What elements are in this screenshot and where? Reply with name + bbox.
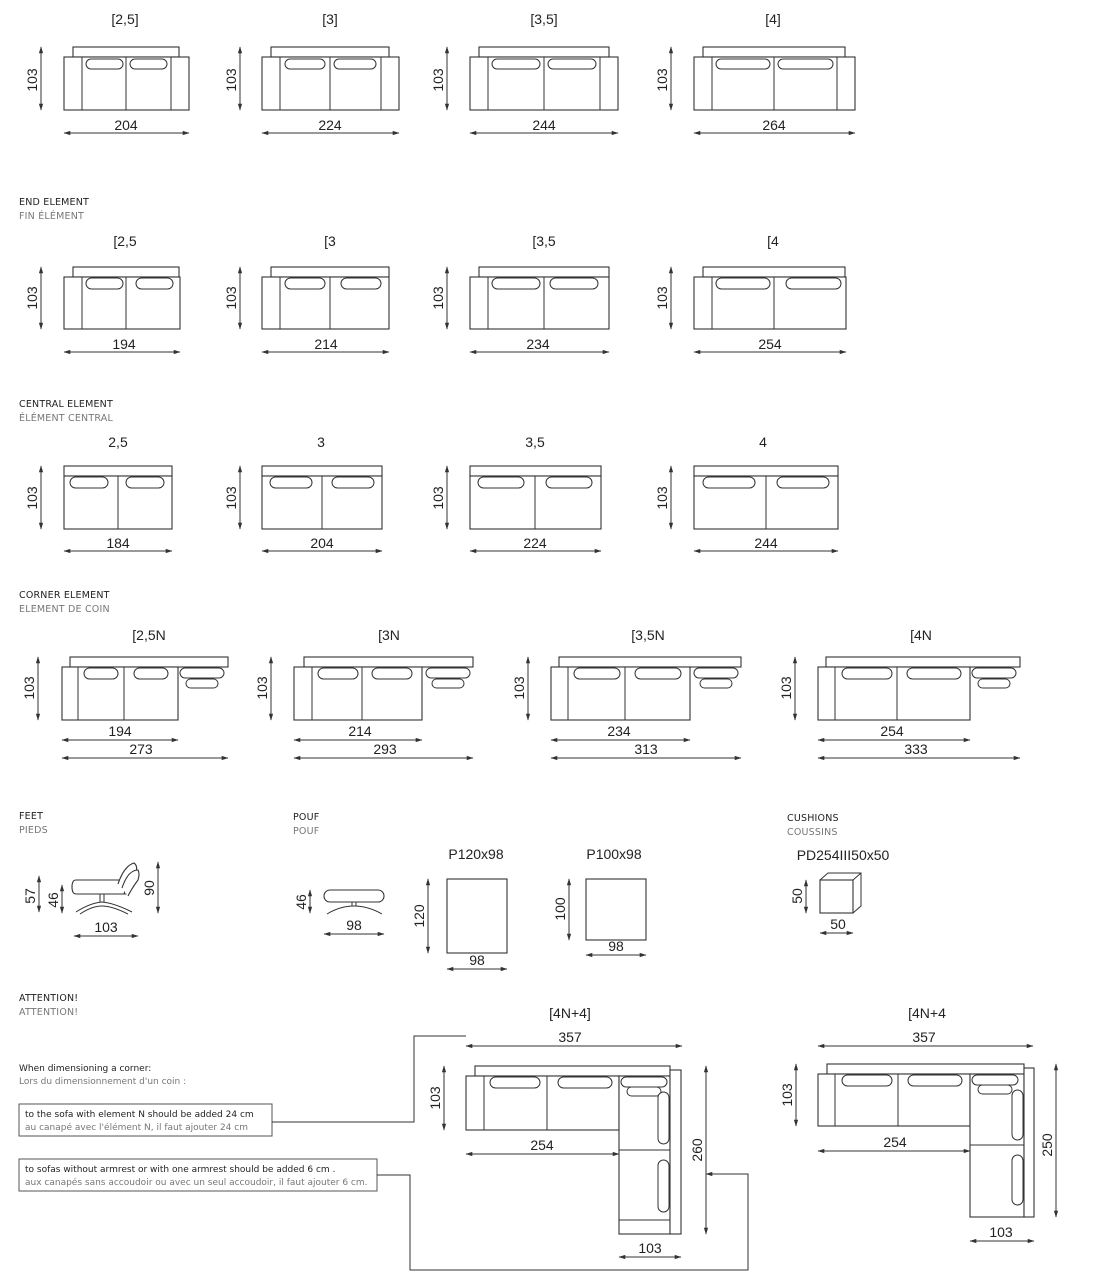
section-title: CUSHIONS	[787, 813, 839, 824]
depth-dim: 103	[223, 68, 239, 92]
depth-dim: 103	[654, 486, 670, 510]
bottom-width-dim: 103	[638, 1240, 662, 1256]
bottom-width-dim: 103	[989, 1224, 1013, 1240]
pouf-depth-dim: 98	[346, 917, 362, 933]
width-dim: 50	[830, 916, 846, 932]
corner-4n	[778, 627, 1020, 758]
model-label: [2,5	[113, 233, 137, 249]
row1-sofa-group	[24, 11, 855, 133]
width-dim: 194	[108, 723, 132, 739]
sofa-2-5	[24, 11, 189, 133]
model-label: [3,5N	[631, 627, 665, 643]
armchair-side-view	[72, 863, 139, 914]
corner-element-section	[19, 590, 1020, 758]
depth-dim: 103	[654, 286, 670, 310]
total-width-dim: 313	[634, 741, 658, 757]
section-subtitle: ELEMENT DE COIN	[19, 604, 110, 615]
width-dim: 98	[608, 938, 624, 954]
depth-dim: 103	[779, 1083, 795, 1107]
pouf-p120x98	[411, 846, 507, 969]
depth-dim: 103	[654, 68, 670, 92]
corner-2-5n	[21, 627, 228, 758]
section-title: CENTRAL ELEMENT	[19, 399, 113, 410]
height-dim: 120	[411, 904, 427, 928]
width-dim: 224	[523, 535, 547, 551]
depth-dim: 103	[24, 68, 40, 92]
corner-sofa-b	[779, 1005, 1056, 1241]
seat-total-height-dim: 57	[22, 888, 38, 904]
model-label: 4	[759, 434, 767, 450]
model-label: [4N+4]	[549, 1005, 591, 1021]
section-title: POUF	[293, 812, 320, 823]
width-dim: 214	[348, 723, 372, 739]
sofa-4	[654, 11, 855, 133]
cushions-section	[787, 813, 890, 933]
section-subtitle: FIN ÉLÉMENT	[19, 211, 84, 222]
intro-text: When dimensioning a corner:	[19, 1064, 152, 1074]
section-subtitle: ÉLÉMENT CENTRAL	[19, 413, 113, 424]
corner-3-5n	[511, 627, 741, 758]
top-width-dim: 357	[558, 1029, 582, 1045]
depth-dim: 103	[430, 286, 446, 310]
central-2-5	[24, 434, 172, 551]
model-label: [4	[767, 233, 779, 249]
side-length-dim: 250	[1039, 1133, 1055, 1157]
model-label: 3,5	[525, 434, 545, 450]
width-dim: 184	[106, 535, 130, 551]
model-label: [3	[324, 233, 336, 249]
central-3	[223, 434, 382, 551]
height-dim: 50	[789, 888, 805, 904]
section-subtitle: ATTENTION!	[19, 1007, 79, 1018]
note-2-text: to sofas without armrest or with one armrest should be added 6 cm .	[25, 1165, 336, 1175]
note-2-text-fr: aux canapés sans accoudoir ou avec un seul accoudoir, il faut ajouter 6 cm.	[25, 1178, 368, 1188]
central-3-5	[430, 434, 601, 551]
pouf-height-dim: 46	[293, 894, 309, 910]
end-3	[223, 233, 389, 352]
end-4	[654, 233, 846, 352]
inner-width-dim: 254	[530, 1137, 554, 1153]
total-height-dim: 90	[141, 880, 157, 896]
cushion-shape	[820, 873, 861, 913]
model-label: P100x98	[586, 846, 642, 862]
model-label: [4N	[910, 627, 932, 643]
model-label: 3	[317, 434, 325, 450]
end-element-section	[19, 197, 846, 352]
pouf-side-view	[324, 890, 384, 914]
model-label: [2,5]	[111, 11, 139, 27]
width-dim: 204	[310, 535, 334, 551]
central-4	[654, 434, 838, 551]
corner-3n	[254, 627, 473, 758]
note-1-text: to the sofa with element N should be added 24 cm	[25, 1110, 254, 1120]
width-dim: 234	[526, 336, 550, 352]
depth-dim: 103	[24, 286, 40, 310]
section-subtitle: POUF	[293, 826, 320, 837]
depth-dim: 103	[511, 676, 527, 700]
model-label: [3,5]	[530, 11, 558, 27]
width-dim: 224	[318, 117, 342, 133]
model-label: 2,5	[108, 434, 128, 450]
total-width-dim: 293	[373, 741, 397, 757]
end-2-5	[24, 233, 180, 352]
pouf-section	[293, 812, 646, 969]
feet-section	[19, 811, 158, 936]
depth-dim: 103	[430, 68, 446, 92]
width-dim: 254	[880, 723, 904, 739]
depth-dim: 103	[223, 286, 239, 310]
sofa-3	[223, 11, 399, 133]
section-title: ATTENTION!	[19, 993, 79, 1004]
depth-dim: 103	[94, 919, 118, 935]
width-dim: 244	[754, 535, 778, 551]
width-dim: 244	[532, 117, 556, 133]
width-dim: 214	[314, 336, 338, 352]
model-label: PD254III50x50	[796, 847, 890, 863]
depth-dim: 103	[254, 676, 270, 700]
section-title: FEET	[19, 811, 44, 822]
model-label: [3]	[322, 11, 338, 27]
inner-width-dim: 254	[883, 1134, 907, 1150]
depth-dim: 103	[430, 486, 446, 510]
intro-text-fr: Lors du dimensionnement d'un coin :	[19, 1077, 187, 1087]
depth-dim: 103	[427, 1086, 443, 1110]
width-dim: 204	[114, 117, 138, 133]
width-dim: 264	[762, 117, 786, 133]
central-element-section	[19, 399, 838, 551]
top-width-dim: 357	[912, 1029, 936, 1045]
side-length-dim: 260	[689, 1138, 705, 1162]
end-3-5	[430, 233, 609, 352]
height-dim: 100	[552, 897, 568, 921]
model-label: P120x98	[448, 846, 504, 862]
total-width-dim: 273	[129, 741, 153, 757]
depth-dim: 103	[223, 486, 239, 510]
section-title: CORNER ELEMENT	[19, 590, 110, 601]
width-dim: 234	[607, 723, 631, 739]
pouf-p100x98	[552, 846, 646, 955]
depth-dim: 103	[24, 486, 40, 510]
width-dim: 254	[758, 336, 782, 352]
total-width-dim: 333	[904, 741, 928, 757]
model-label: [2,5N	[132, 627, 166, 643]
depth-dim: 103	[21, 676, 37, 700]
model-label: [3N	[378, 627, 400, 643]
section-subtitle: COUSSINS	[787, 827, 838, 838]
width-dim: 194	[112, 336, 136, 352]
note-1-text-fr: au canapé avec l'élément N, il faut ajouter 24 cm	[25, 1123, 248, 1133]
seat-height-dim: 46	[45, 892, 61, 908]
sofa-3-5	[430, 11, 618, 133]
section-subtitle: PIEDS	[19, 825, 48, 836]
model-label: [4]	[765, 11, 781, 27]
model-label: [4N+4	[908, 1005, 946, 1021]
section-title: END ELEMENT	[19, 197, 90, 208]
width-dim: 98	[469, 952, 485, 968]
model-label: [3,5	[532, 233, 556, 249]
corner-sofa-a	[427, 1005, 706, 1257]
depth-dim: 103	[778, 676, 794, 700]
